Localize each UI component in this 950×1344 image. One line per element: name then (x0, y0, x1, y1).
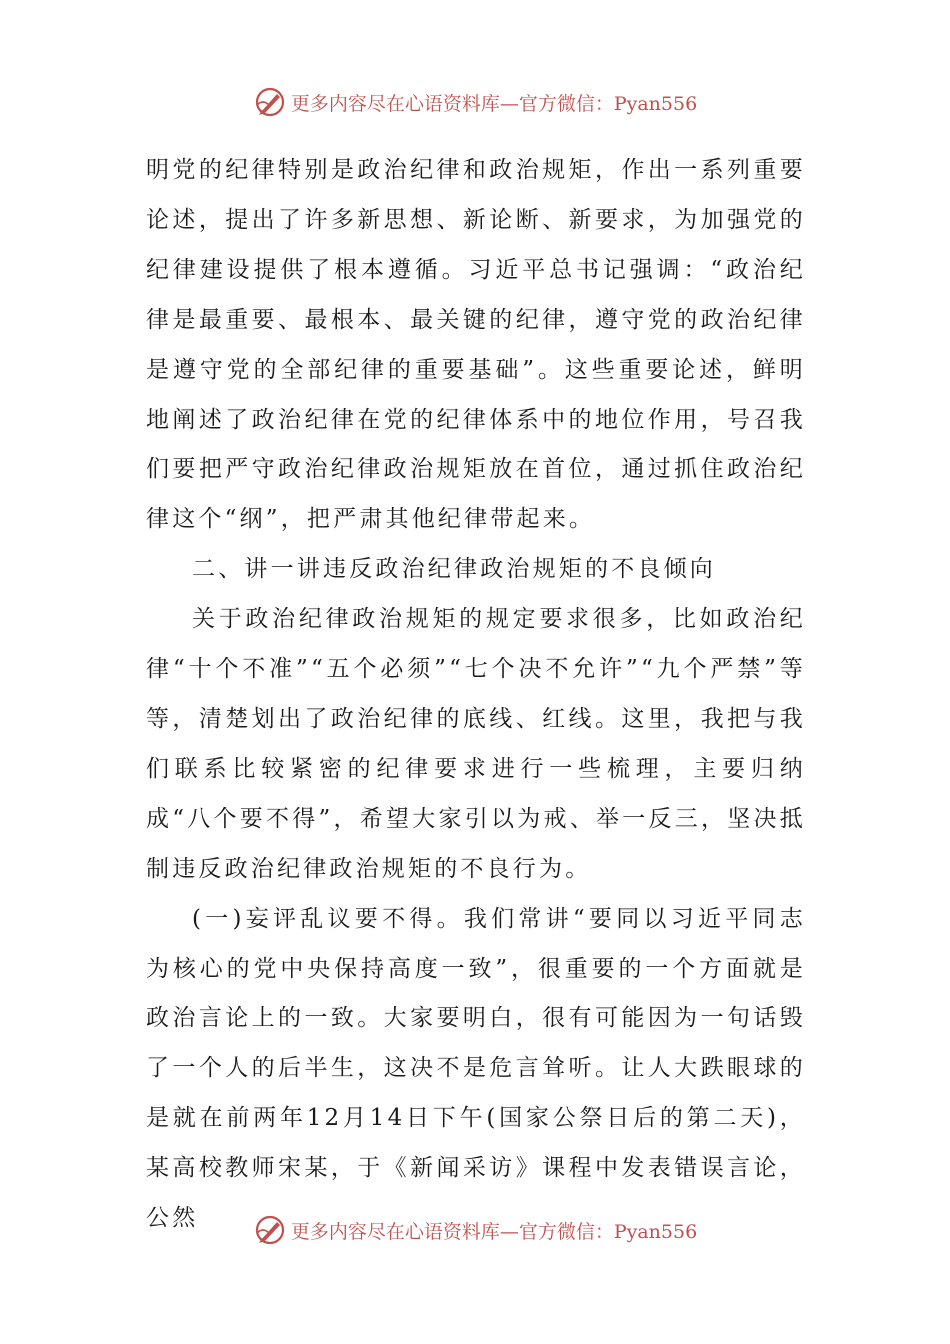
paragraph: (一)妄评乱议要不得。我们常讲“要同以习近平同志为核心的党中央保持高度一致”，很重要的一个方面就是政治言论上的一致。大家要明白，很有可能因为一句话毁了一个人的后半生，这决不是危言耸听。让人大跌眼球的是就在前两年12月14日下午(国家公祭日后的第二天)，某高校教师宋某，于《新闻采访》课程中发表错误言论，公然 (146, 905, 806, 1232)
header-watermark-banner (0, 82, 950, 122)
watermark-text: 更多内容尽在心语资料库—官方微信：Pyan556 (290, 92, 698, 115)
pen-circle-logo-icon (253, 85, 287, 119)
section-heading: 二、讲一讲违反政治纪律政治规矩的不良倾向 (192, 556, 716, 583)
document-body (146, 146, 806, 1244)
watermark-text: 更多内容尽在心语资料库—官方微信：Pyan556 (290, 1220, 698, 1243)
footer-watermark-banner (0, 1210, 950, 1250)
pen-circle-logo-icon (253, 1213, 287, 1247)
paragraph: 关于政治纪律政治规矩的规定要求很多，比如政治纪律“十个不准”“五个必须”“七个决不允许”“九个严禁”等等，清楚划出了政治纪律的底线、红线。这里，我把与我们联系比较紧密的纪律要求进行一些梳理，主要归纳成“八个要不得”，希望大家引以为戒、举一反三，坚决抵制违反政治纪律政治规矩的不良行为。 (146, 606, 806, 882)
paragraph: 明党的纪律特别是政治纪律和政治规矩，作出一系列重要论述，提出了许多新思想、新论断、新要求，为加强党的纪律建设提供了根本遵循。习近平总书记强调：“政治纪律是最重要、最根本、最关键的纪律，遵守党的政治纪律是遵守党的全部纪律的重要基础”。这些重要论述，鲜明地阐述了政治纪律在党的纪律体系中的地位作用，号召我们要把严守政治纪律政治规矩放在首位，通过抓住政治纪律这个“纲”，把严肃其他纪律带起来。 (146, 157, 806, 533)
